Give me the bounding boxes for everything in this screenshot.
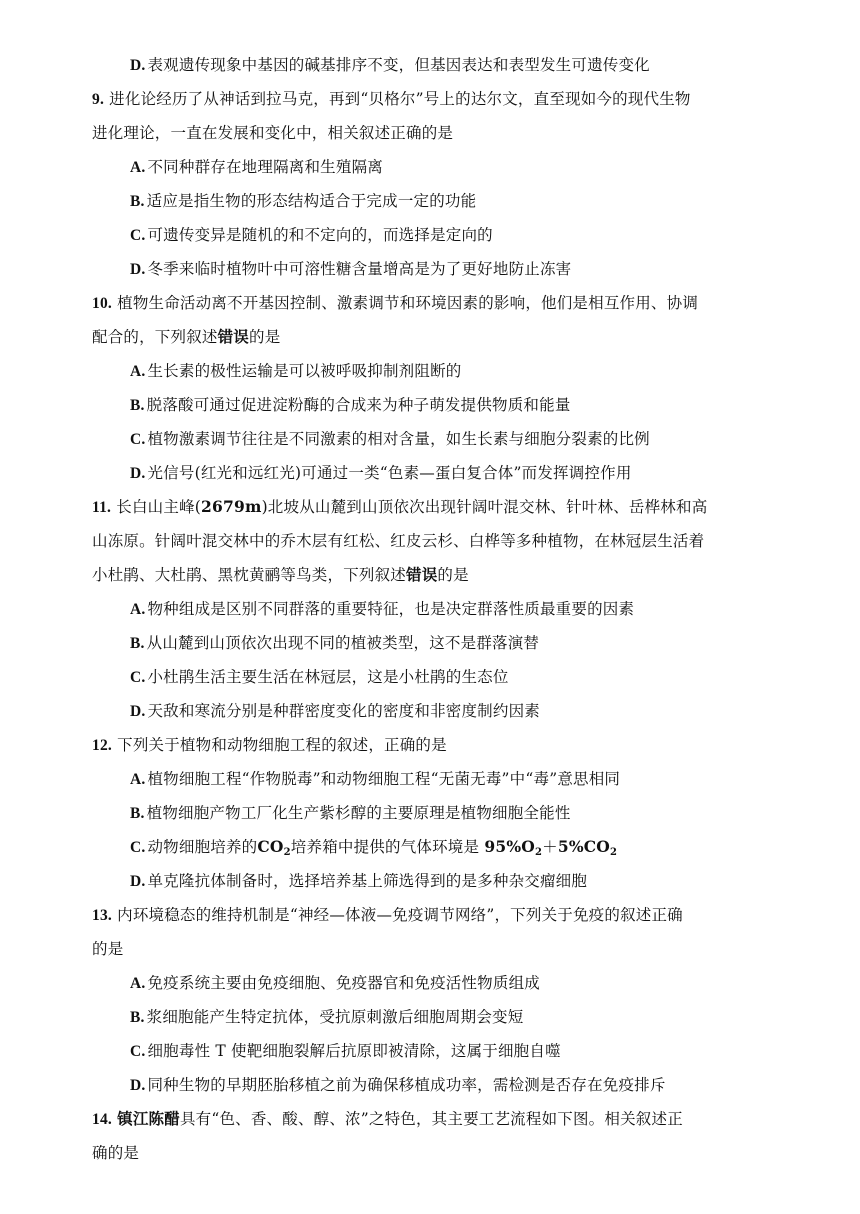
option-text: 从山麓到山顶依次出现不同的植被类型，这不是群落演替 (146, 634, 540, 652)
option-text: 浆细胞能产生特定抗体，受抗原刺激后细胞周期会变短 (146, 1008, 524, 1026)
option-label: C. (130, 669, 146, 686)
option-label: B. (130, 397, 145, 414)
q13-option-a (92, 966, 800, 1000)
emphasis-wrong: 错误 (406, 565, 438, 584)
question-stem: 配合的，下列叙述 (92, 328, 218, 346)
q13-option-b (92, 1000, 800, 1034)
q9-stem-line-1 (92, 82, 800, 116)
question-stem: 具有“色、香、酸、醇、浓”之特色，其主要工艺流程如下图。相关叙述正 (179, 1110, 683, 1128)
option-label: B. (130, 805, 145, 822)
product-name: 镇江陈醋 (117, 1109, 180, 1128)
formula-subscript: 2 (609, 847, 618, 858)
formula-text: 95%O (484, 837, 535, 856)
question-stem: 长白山主峰( (116, 498, 202, 516)
question-number: 12. (92, 737, 112, 754)
option-label: D. (130, 465, 146, 482)
option-label: C. (130, 431, 146, 448)
q11-stem-line-1 (92, 490, 800, 524)
question-stem: 植物生命活动离不开基因控制、激素调节和环境因素的影响，他们是相互作用、协调 (117, 294, 699, 312)
plus-sign: ＋ (542, 838, 558, 856)
q13-option-d (92, 1068, 800, 1102)
formula-co2 (257, 837, 290, 856)
q11-option-c (92, 660, 800, 694)
q13-option-c (92, 1034, 800, 1068)
altitude-value: 2679m (201, 497, 262, 516)
option-text: 免疫系统主要由免疫细胞、免疫器官和免疫活性物质组成 (147, 974, 540, 992)
q10-option-c (92, 422, 800, 456)
q9-option-d (92, 252, 800, 286)
option-label: D. (130, 261, 146, 278)
q11-stem-line-3 (92, 558, 800, 592)
formula-o2 (484, 837, 542, 856)
option-label: C. (130, 1043, 146, 1060)
q10-option-a (92, 354, 800, 388)
question-number: 10. (92, 295, 112, 312)
option-label: B. (130, 1009, 145, 1026)
formula-co2-percent (558, 837, 617, 856)
q13-stem-line-1 (92, 898, 800, 932)
question-stem: )北坡从山麓到山顶依次出现针阔叶混交林、针叶林、岳桦林和高 (261, 498, 708, 516)
option-label: A. (130, 159, 146, 176)
option-label: A. (130, 363, 146, 380)
q9-option-c (92, 218, 800, 252)
option-label: D. (130, 703, 146, 720)
question-stem: 小杜鹃、大杜鹃、黑枕黄鹂等鸟类，下列叙述 (92, 566, 407, 584)
q8-option-d (92, 48, 800, 82)
option-text: 脱落酸可通过促进淀粉酶的合成来为种子萌发提供物质和能量 (146, 396, 571, 414)
option-text: 不同种群存在地理隔离和生殖隔离 (147, 158, 383, 176)
option-text: 单克隆抗体制备时，选择培养基上筛选得到的是多种杂交瘤细胞 (147, 872, 588, 890)
q13-stem-line-2: 的是 (92, 940, 124, 958)
option-label: C. (130, 227, 146, 244)
question-number: 14. (92, 1111, 112, 1128)
option-label: D. (130, 873, 146, 890)
q10-option-d (92, 456, 800, 490)
option-text: 动物细胞培养的 (147, 838, 258, 856)
question-number: 13. (92, 907, 112, 924)
formula-text: 5%CO (557, 837, 610, 856)
option-text: 物种组成是区别不同群落的重要特征，也是决定群落性质最重要的因素 (147, 600, 635, 618)
option-text: 天敌和寒流分别是种群密度变化的密度和非密度制约因素 (147, 702, 540, 720)
option-text: 可遗传变异是随机的和不定向的，而选择是定向的 (147, 226, 493, 244)
q9-option-b (92, 184, 800, 218)
option-text: 表观遗传现象中基因的碱基排序不变，但基因表达和表型发生可遗传变化 (147, 56, 650, 74)
q12-option-c (92, 830, 800, 864)
option-label: C. (130, 839, 146, 856)
q10-stem-line-2 (92, 320, 800, 354)
question-stem: 进化论经历了从神话到拉马克，再到“贝格尔”号上的达尔文，直至现如今的现代生物 (109, 90, 691, 108)
q11-option-a (92, 592, 800, 626)
option-text: 植物细胞产物工厂化生产紫杉醇的主要原理是植物细胞全能性 (146, 804, 571, 822)
option-text: 小杜鹃生活主要生活在林冠层，这是小杜鹃的生态位 (147, 668, 509, 686)
q11-stem-line-2: 山冻原。针阔叶混交林中的乔木层有红松、红皮云杉、白桦等多种植物，在林冠层生活着 (92, 532, 705, 550)
option-text: 同种生物的早期胚胎移植之前为确保移植成功率，需检测是否存在免疫排斥 (147, 1076, 666, 1094)
q9-option-a (92, 150, 800, 184)
q10-stem-line-1 (92, 286, 800, 320)
q12-option-b (92, 796, 800, 830)
option-label: B. (130, 635, 145, 652)
question-number: 9. (92, 91, 105, 108)
q12-option-d (92, 864, 800, 898)
option-text: 适应是指生物的形态结构适合于完成一定的功能 (146, 192, 477, 210)
question-stem: 内环境稳态的维持机制是“神经—体液—免疫调节网络”，下列关于免疫的叙述正确 (117, 906, 683, 924)
emphasis-wrong: 错误 (217, 327, 250, 346)
option-label: A. (130, 771, 146, 788)
q12-option-a (92, 762, 800, 796)
option-label: B. (130, 193, 145, 210)
option-label: A. (130, 601, 146, 618)
option-label: D. (130, 57, 146, 74)
q11-option-b (92, 626, 800, 660)
q10-option-b (92, 388, 800, 422)
option-label: D. (130, 1077, 146, 1094)
formula-subscript: 2 (283, 847, 291, 858)
formula-text: CO (257, 837, 284, 856)
formula-subscript: 2 (534, 847, 543, 858)
q12-stem-line-1 (92, 728, 800, 762)
option-text: 光信号(红光和远红光)可通过一类“色素—蛋白复合体”而发挥调控作用 (147, 464, 632, 482)
q14-stem-line-1 (92, 1102, 800, 1136)
q11-option-d (92, 694, 800, 728)
q14-stem-line-2: 确的是 (92, 1144, 140, 1162)
option-label: A. (130, 975, 146, 992)
question-number: 11. (92, 499, 112, 516)
option-text: 植物激素调节往往是不同激素的相对含量，如生长素与细胞分裂素的比例 (147, 430, 650, 448)
option-text: 冬季来临时植物叶中可溶性糖含量增高是为了更好地防止冻害 (147, 260, 572, 278)
question-stem: 下列关于植物和动物细胞工程的叙述，正确的是 (117, 736, 447, 754)
question-stem: 的是 (437, 566, 469, 584)
option-text: 植物细胞工程“作物脱毒”和动物细胞工程“无菌无毒”中“毒”意思相同 (147, 770, 621, 788)
option-text: 细胞毒性 T 使靶细胞裂解后抗原即被清除，这属于细胞自噬 (147, 1042, 561, 1060)
option-text: 培养箱中提供的气体环境是 (290, 838, 480, 856)
q9-stem-line-2: 进化理论，一直在发展和变化中，相关叙述正确的是 (92, 124, 454, 142)
option-text: 生长素的极性运输是可以被呼吸抑制剂阻断的 (147, 362, 462, 380)
question-stem: 的是 (249, 328, 281, 346)
